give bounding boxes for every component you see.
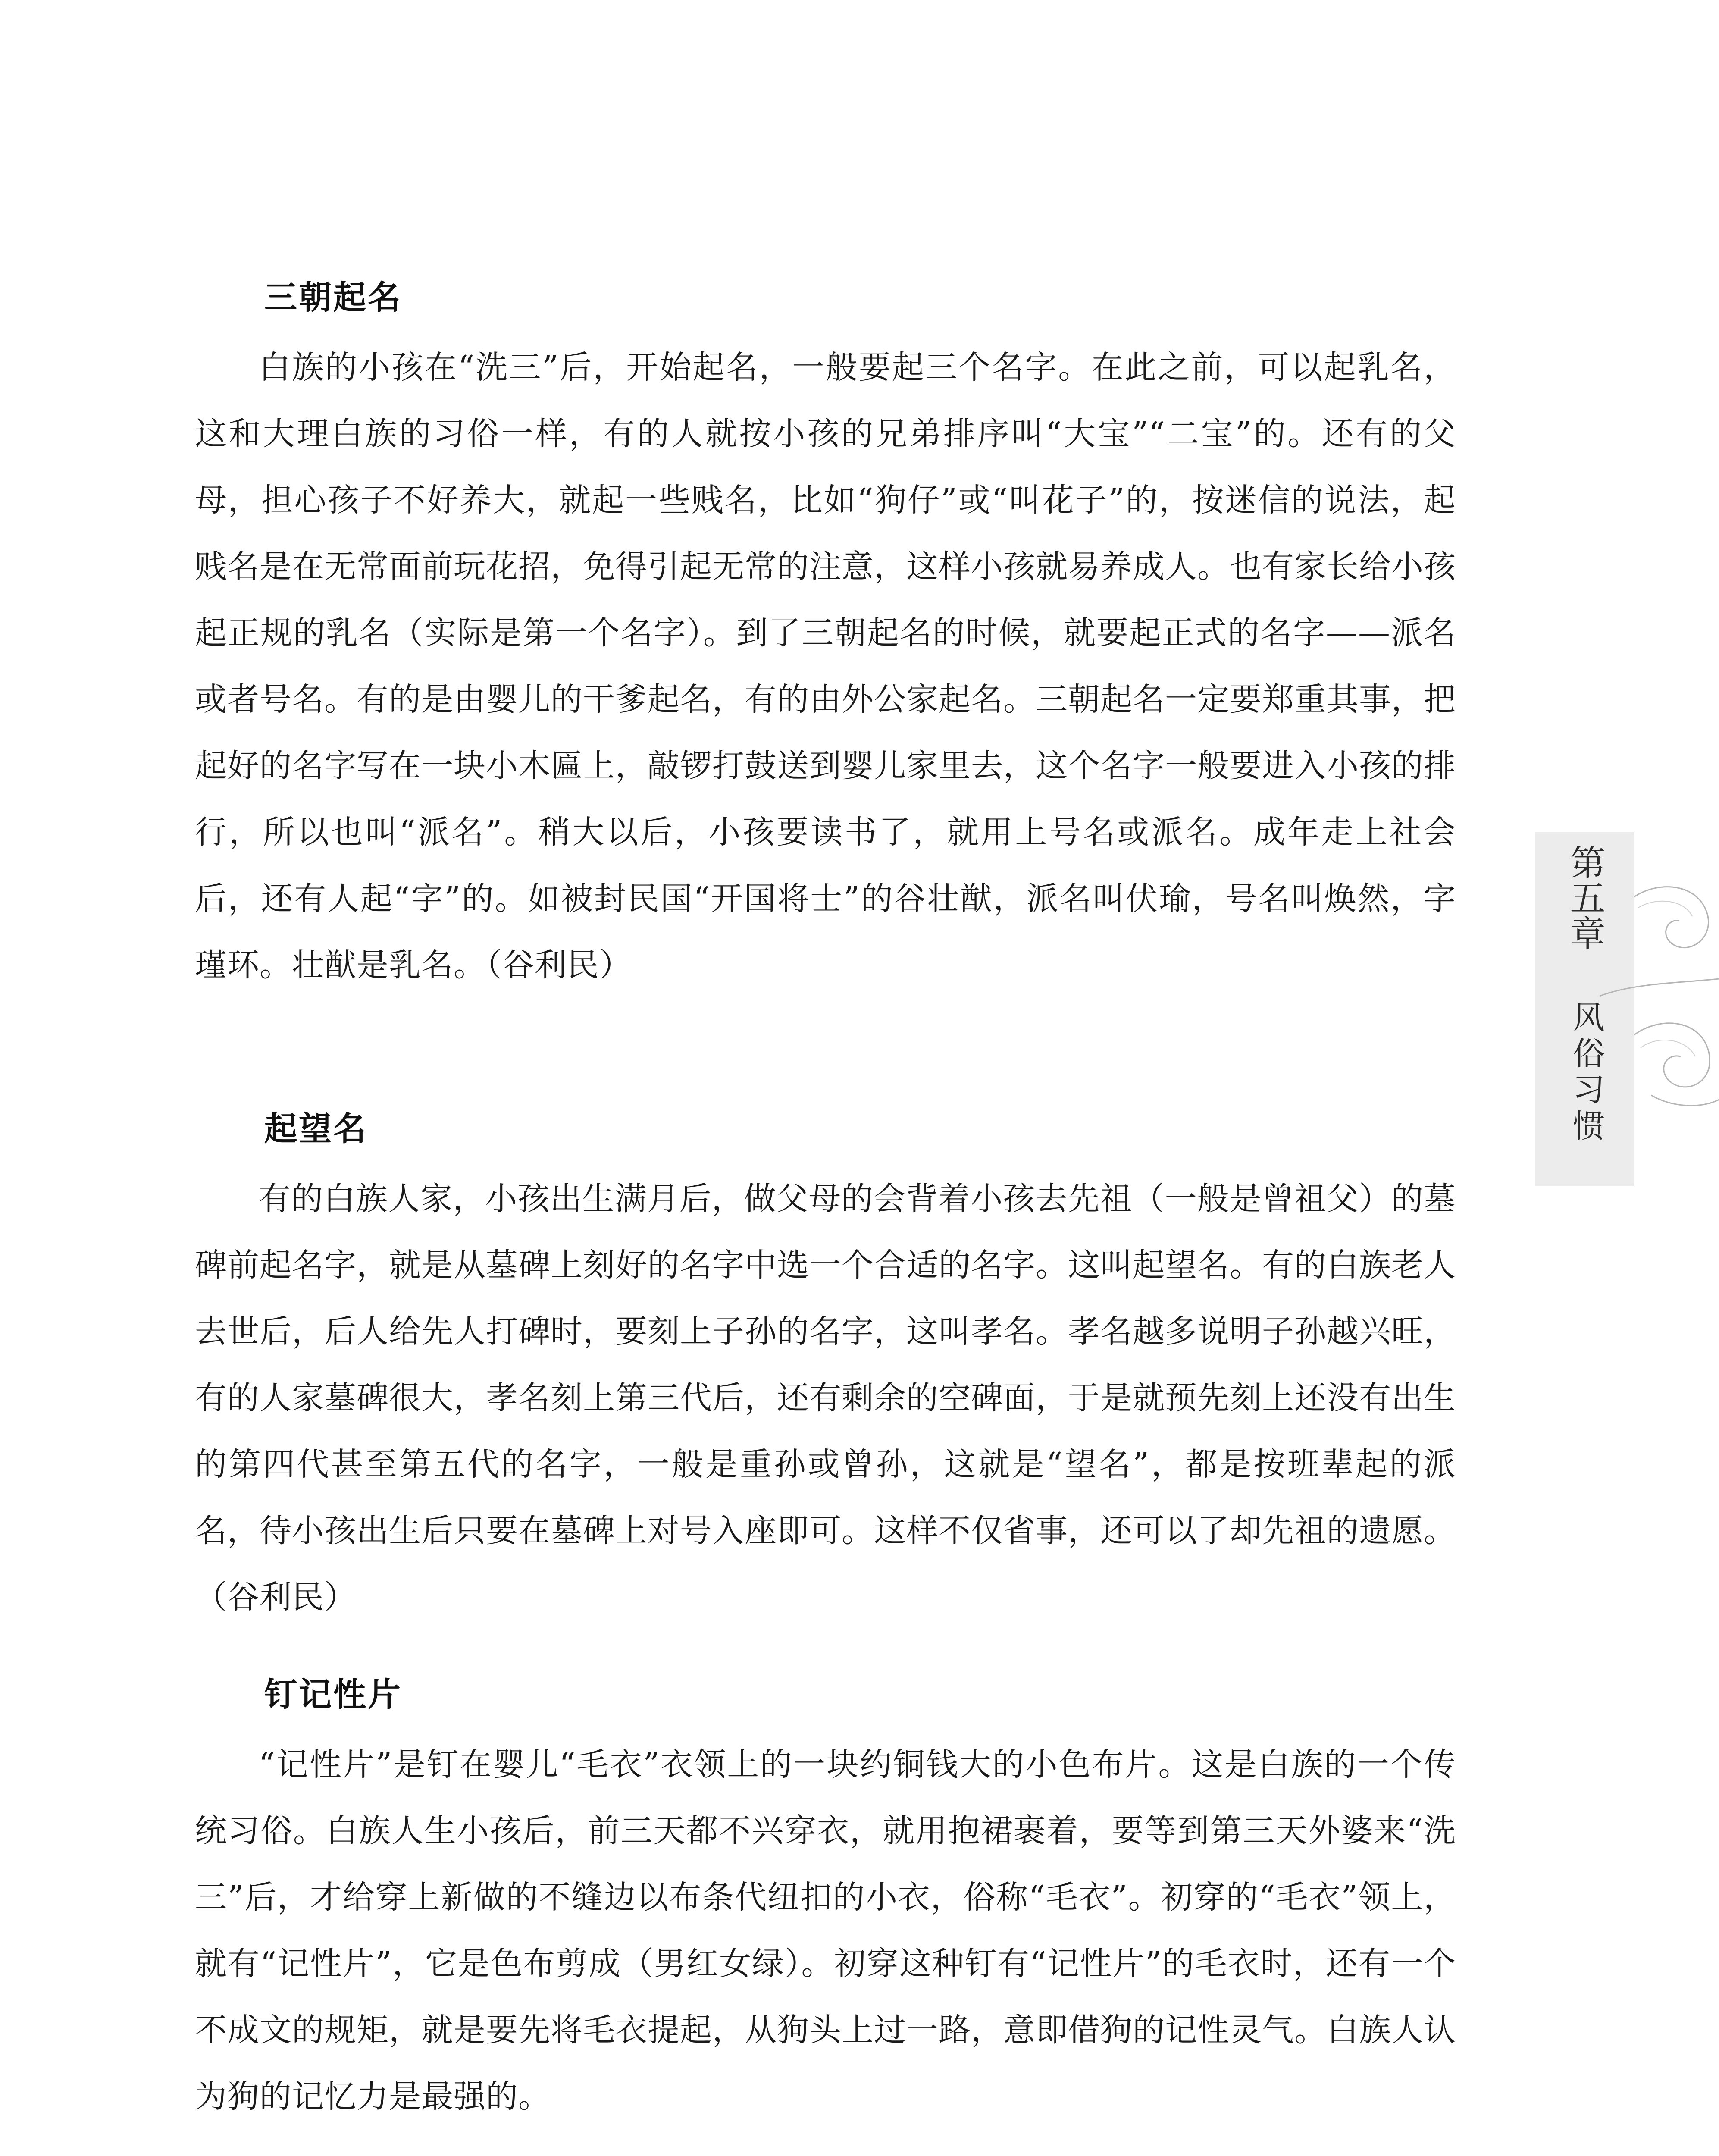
chapter-side-tab [1535,832,1719,1186]
chapter-topic: 风俗习惯 [1568,1000,1605,1145]
section-title-sanchao-qiming: 三朝起名 [264,278,402,317]
chapter-label: 第五章 [1564,844,1605,950]
section-body-ding-jixingpian: “记性片”是钉在婴儿“毛衣”衣领上的一块约铜钱大的小色布片。这是白族的一个传统习俗。白族人生小孩后，前三天都不兴穿衣，就用抱裙裹着，要等到第三天外婆来“洗三”后，才给穿上新做的不缝边以布条代纽扣的小衣，俗称“毛衣”。初穿的“毛衣”领上，就有“记性片”，它是色布剪成（男红女绿）。初穿这种钉有“记性片”的毛衣时，还有一个不成文的规矩，就是要先将毛衣提起，从狗头上过一路，意即借狗的记性灵气。白族人认为狗的记忆力是最强的。 [195,1746,1456,2115]
section-body-qi-wangming: 有的白族人家，小孩出生满月后，做父母的会背着小孩去先祖（一般是曾祖父）的墓碑前起名字，就是从墓碑上刻好的名字中选一个合适的名字。这叫起望名。有的白族老人去世后，后人给先人打碑时，要刻上子孙的名字，这叫孝名。孝名越多说明子孙越兴旺，有的人家墓碑很大，孝名刻上第三代后，还有剩余的空碑面，于是就预先刻上还没有出生的第四代甚至第五代的名字，一般是重孙或曾孙，这就是“望名”，都是按班辈起的派名，待小孩出生后只要在墓碑上对号入座即可。这样不仅省事，还可以了却先祖的遗愿。（谷利民） [195,1180,1456,1616]
section-title-ding-jixingpian: 钉记性片 [264,1675,402,1714]
section-title-qi-wangming: 起望名 [264,1109,368,1148]
section-body-sanchao-qiming: 白族的小孩在“洗三”后，开始起名，一般要起三个名字。在此之前，可以起乳名，这和大理白族的习俗一样，有的人就按小孩的兄弟排序叫“大宝”“二宝”的。还有的父母，担心孩子不好养大，就起一些贱名，比如“狗仔”或“叫花子”的，按迷信的说法，起贱名是在无常面前玩花招，免得引起无常的注意，这样小孩就易养成人。也有家长给小孩起正规的乳名（实际是第一个名字）。到了三朝起名的时候，就要起正式的名字——派名或者号名。有的是由婴儿的干爹起名，有的由外公家起名。三朝起名一定要郑重其事，把起好的名字写在一块小木匾上，敲锣打鼓送到婴儿家里去，这个名字一般要进入小孩的排行，所以也叫“派名”。稍大以后，小孩要读书了，就用上号名或派名。成年走上社会后，还有人起“字”的。如被封民国“开国将士”的谷壮猷，派名叫伏瑜，号名叫焕然，字瑾环。壮猷是乳名。（谷利民） [195,349,1456,984]
